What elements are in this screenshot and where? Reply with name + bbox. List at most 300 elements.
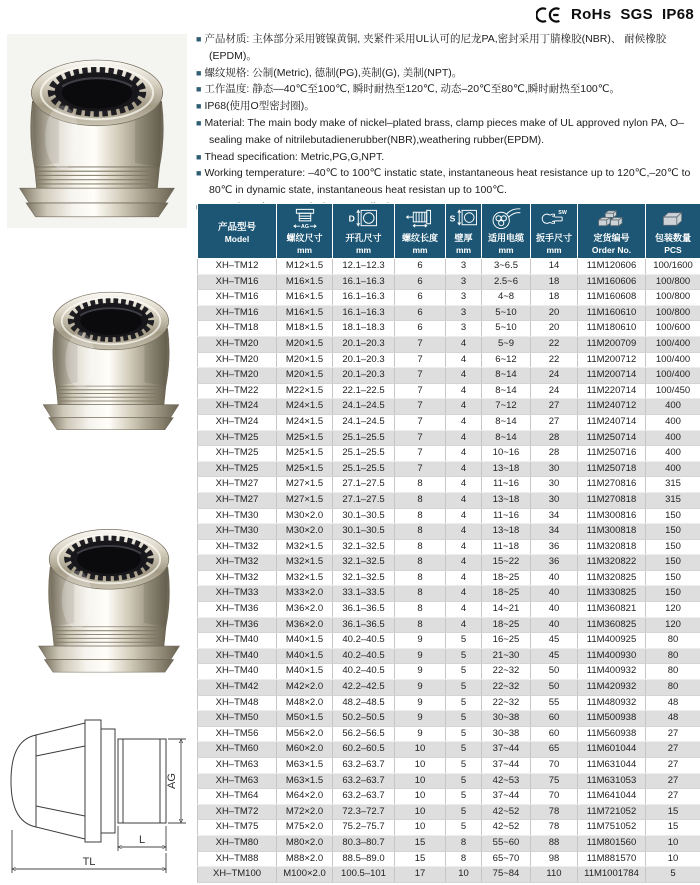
cell-wall_thickness: 5 xyxy=(446,804,482,820)
cell-order_no: 11M560938 xyxy=(578,726,646,742)
table-row xyxy=(198,586,700,602)
cell-order_no: 11M240714 xyxy=(578,414,646,430)
cell-thread_length: 15 xyxy=(395,851,446,867)
cell-order_no: 11M330825 xyxy=(578,586,646,602)
cell-thread_length: 8 xyxy=(395,524,446,540)
cell-model: XH–TM16 xyxy=(198,274,277,290)
table-row xyxy=(198,305,700,321)
product-specs xyxy=(196,31,698,216)
cell-packing: 150 xyxy=(646,570,700,586)
cell-hole_size: 100.5–101 xyxy=(333,867,395,883)
cell-packing: 48 xyxy=(646,711,700,727)
cell-wall_thickness: 4 xyxy=(446,602,482,618)
cell-cable_range: 2.5~6 xyxy=(482,274,531,290)
cell-wrench_size: 27 xyxy=(531,414,578,430)
spec-text: 工作温度: 静态—40℃至100℃, 瞬时耐热至120℃, 动态–20℃至80℃,瞬时耐热至100℃。 xyxy=(204,83,621,96)
bullet-square-icon: ■ xyxy=(196,67,202,78)
cell-cable_range: 55~60 xyxy=(482,835,531,851)
cell-wall_thickness: 4 xyxy=(446,539,482,555)
cell-packing: 150 xyxy=(646,539,700,555)
cell-model: XH–TM16 xyxy=(198,290,277,306)
cell-thread_length: 10 xyxy=(395,742,446,758)
spec-bullet xyxy=(196,98,698,115)
cell-wall_thickness: 4 xyxy=(446,461,482,477)
col-title: 螺纹长度 xyxy=(401,233,438,243)
cell-cable_range: 75~84 xyxy=(482,867,531,883)
cell-order_no: 11M250714 xyxy=(578,430,646,446)
table-row xyxy=(198,321,700,337)
svg-text:SW: SW xyxy=(558,210,567,217)
cell-packing: 400 xyxy=(646,461,700,477)
cell-model: XH–TM25 xyxy=(198,461,277,477)
table-row xyxy=(198,446,700,462)
table-row xyxy=(198,758,700,774)
svg-text:D: D xyxy=(348,213,355,224)
cell-packing: 100/400 xyxy=(646,368,700,384)
cell-model: XH–TM25 xyxy=(198,446,277,462)
thread-length-icon xyxy=(403,207,437,230)
cell-model: XH–TM50 xyxy=(198,711,277,727)
cell-model: XH–TM36 xyxy=(198,617,277,633)
col-subtitle: PCS xyxy=(664,245,682,255)
cell-wall_thickness: 3 xyxy=(446,305,482,321)
cell-model: XH–TM25 xyxy=(198,430,277,446)
cell-wrench_size: 20 xyxy=(531,305,578,321)
table-row xyxy=(198,633,700,649)
cell-wall_thickness: 4 xyxy=(446,508,482,524)
col-subtitle: Order No. xyxy=(591,245,632,255)
cell-hole_size: 50.2–50.5 xyxy=(333,711,395,727)
cell-hole_size: 16.1–16.3 xyxy=(333,305,395,321)
col-title: 定货编号 xyxy=(593,233,630,243)
cell-hole_size: 18.1–18.3 xyxy=(333,321,395,337)
cell-wrench_size: 14 xyxy=(531,259,578,275)
cell-thread_size: M32×1.5 xyxy=(277,539,333,555)
cell-packing: 315 xyxy=(646,492,700,508)
cell-hole_size: 63.2–63.7 xyxy=(333,789,395,805)
cell-packing: 27 xyxy=(646,758,700,774)
cell-packing: 100/800 xyxy=(646,274,700,290)
table-header-row xyxy=(198,204,700,259)
table-row xyxy=(198,290,700,306)
cell-thread_length: 10 xyxy=(395,820,446,836)
cell-wrench_size: 18 xyxy=(531,274,578,290)
cell-cable_range: 11~18 xyxy=(482,539,531,555)
cell-wrench_size: 28 xyxy=(531,446,578,462)
cell-model: XH–TM20 xyxy=(198,336,277,352)
cell-wrench_size: 70 xyxy=(531,758,578,774)
cell-wall_thickness: 8 xyxy=(446,851,482,867)
cell-wrench_size: 24 xyxy=(531,383,578,399)
cell-wrench_size: 45 xyxy=(531,633,578,649)
cell-thread_size: M24×1.5 xyxy=(277,414,333,430)
cell-model: XH–TM36 xyxy=(198,602,277,618)
cell-wrench_size: 36 xyxy=(531,555,578,571)
cell-packing: 100/800 xyxy=(646,290,700,306)
table-row xyxy=(198,383,700,399)
table-row xyxy=(198,742,700,758)
cell-packing: 120 xyxy=(646,617,700,633)
table-row xyxy=(198,539,700,555)
cell-wall_thickness: 5 xyxy=(446,648,482,664)
cell-wrench_size: 18 xyxy=(531,290,578,306)
cell-hole_size: 42.2–42.5 xyxy=(333,680,395,696)
cell-packing: 80 xyxy=(646,648,700,664)
table-row xyxy=(198,461,700,477)
cell-hole_size: 20.1–20.3 xyxy=(333,352,395,368)
cell-thread_size: M42×2.0 xyxy=(277,680,333,696)
cell-order_no: 11M420932 xyxy=(578,680,646,696)
cell-wrench_size: 55 xyxy=(531,695,578,711)
table-row xyxy=(198,804,700,820)
cell-thread_size: M20×1.5 xyxy=(277,352,333,368)
cell-cable_range: 22~32 xyxy=(482,680,531,696)
col-header-wrench_size xyxy=(531,204,578,259)
cell-wall_thickness: 3 xyxy=(446,290,482,306)
cell-hole_size: 63.2–63.7 xyxy=(333,773,395,789)
cell-wrench_size: 30 xyxy=(531,477,578,493)
product-photo-2 xyxy=(32,273,190,436)
ce-mark-icon xyxy=(536,7,562,23)
cell-order_no: 11M200709 xyxy=(578,336,646,352)
cell-cable_range: 6~12 xyxy=(482,352,531,368)
cell-packing: 5 xyxy=(646,867,700,883)
table-row xyxy=(198,680,700,696)
cell-wrench_size: 60 xyxy=(531,726,578,742)
cell-thread_length: 6 xyxy=(395,321,446,337)
cell-wrench_size: 40 xyxy=(531,617,578,633)
cell-cable_range: 42~53 xyxy=(482,773,531,789)
cell-model: XH–TM48 xyxy=(198,695,277,711)
cell-order_no: 11M300818 xyxy=(578,524,646,540)
cell-order_no: 11M631053 xyxy=(578,773,646,789)
cell-wall_thickness: 4 xyxy=(446,383,482,399)
cell-thread_length: 9 xyxy=(395,680,446,696)
cell-thread_length: 17 xyxy=(395,867,446,883)
cell-model: XH–TM33 xyxy=(198,586,277,602)
cell-hole_size: 32.1–32.5 xyxy=(333,570,395,586)
cert-rohs: RoHs xyxy=(570,6,612,23)
spec-text: 产品材质: 主体部分采用镀镍黄铜, 夹紧件采用UL认可的尼龙PA,密封采用丁腈橡胶(NBR)、 耐候橡胶(EPDM)。 xyxy=(204,33,667,62)
cell-packing: 100/800 xyxy=(646,305,700,321)
cell-wrench_size: 50 xyxy=(531,664,578,680)
spec-bullet xyxy=(196,149,698,166)
cell-thread_size: M27×1.5 xyxy=(277,477,333,493)
cell-model: XH–TM12 xyxy=(198,259,277,275)
cell-model: XH–TM18 xyxy=(198,321,277,337)
table-row xyxy=(198,414,700,430)
table-row xyxy=(198,648,700,664)
spec-text: Material: The main body make of nickel–plated brass, clamp pieces make of UL approved nylon PA, O–sealing make of nitrilebutadienerubber(NBR),weathering rubber(EPDM). xyxy=(204,116,684,146)
cell-order_no: 11M240712 xyxy=(578,399,646,415)
cell-model: XH–TM27 xyxy=(198,477,277,493)
cell-model: XH–TM27 xyxy=(198,492,277,508)
cell-hole_size: 12.1–12.3 xyxy=(333,259,395,275)
cell-thread_length: 9 xyxy=(395,648,446,664)
cell-wall_thickness: 4 xyxy=(446,399,482,415)
bullet-square-icon: ■ xyxy=(196,101,202,112)
cell-model: XH–TM24 xyxy=(198,399,277,415)
cell-cable_range: 5~10 xyxy=(482,321,531,337)
cell-wrench_size: 98 xyxy=(531,851,578,867)
cell-thread_size: M18×1.5 xyxy=(277,321,333,337)
cell-thread_size: M100×2.0 xyxy=(277,867,333,883)
cell-order_no: 11M160610 xyxy=(578,305,646,321)
table-row xyxy=(198,492,700,508)
cell-thread_size: M40×1.5 xyxy=(277,664,333,680)
cell-packing: 120 xyxy=(646,602,700,618)
cell-cable_range: 8~14 xyxy=(482,368,531,384)
cell-packing: 10 xyxy=(646,851,700,867)
cell-thread_size: M75×2.0 xyxy=(277,820,333,836)
col-header-packing xyxy=(646,204,700,259)
cell-thread_length: 7 xyxy=(395,352,446,368)
svg-text:AG: AG xyxy=(300,224,309,230)
cell-thread_length: 10 xyxy=(395,758,446,774)
cell-wall_thickness: 5 xyxy=(446,680,482,696)
cell-thread_length: 7 xyxy=(395,399,446,415)
cell-hole_size: 20.1–20.3 xyxy=(333,368,395,384)
cell-order_no: 11M601044 xyxy=(578,742,646,758)
cell-packing: 27 xyxy=(646,789,700,805)
cell-hole_size: 40.2–40.5 xyxy=(333,648,395,664)
col-header-thread_size xyxy=(277,204,333,259)
cell-wall_thickness: 4 xyxy=(446,492,482,508)
cell-order_no: 11M320825 xyxy=(578,570,646,586)
cell-cable_range: 18~25 xyxy=(482,617,531,633)
cell-hole_size: 30.1–30.5 xyxy=(333,524,395,540)
cell-cable_range: 22~32 xyxy=(482,695,531,711)
table-row xyxy=(198,570,700,586)
cell-cable_range: 13~18 xyxy=(482,524,531,540)
cell-thread_size: M63×1.5 xyxy=(277,758,333,774)
cell-cable_range: 14~21 xyxy=(482,602,531,618)
cell-thread_size: M25×1.5 xyxy=(277,446,333,462)
cell-wall_thickness: 5 xyxy=(446,820,482,836)
cell-order_no: 11M801560 xyxy=(578,835,646,851)
table-row xyxy=(198,336,700,352)
certifications xyxy=(536,6,694,23)
product-photo-1 xyxy=(7,34,187,228)
cell-cable_range: 10~16 xyxy=(482,446,531,462)
col-title: 扳手尺寸 xyxy=(535,233,572,243)
cell-cable_range: 13~18 xyxy=(482,461,531,477)
cell-wall_thickness: 4 xyxy=(446,524,482,540)
cell-cable_range: 18~25 xyxy=(482,570,531,586)
bullet-square-icon: ■ xyxy=(196,117,202,128)
table-row xyxy=(198,789,700,805)
cell-wrench_size: 20 xyxy=(531,321,578,337)
cell-cable_range: 8~14 xyxy=(482,383,531,399)
col-subtitle: mm xyxy=(455,245,472,255)
cell-wall_thickness: 4 xyxy=(446,368,482,384)
cell-thread_length: 8 xyxy=(395,555,446,571)
cell-order_no: 11M480932 xyxy=(578,695,646,711)
cell-order_no: 11M120606 xyxy=(578,259,646,275)
bullet-square-icon: ■ xyxy=(196,168,202,179)
cell-packing: 150 xyxy=(646,508,700,524)
cell-order_no: 11M360825 xyxy=(578,617,646,633)
cell-order_no: 11M270818 xyxy=(578,492,646,508)
cell-thread_size: M32×1.5 xyxy=(277,570,333,586)
cell-packing: 27 xyxy=(646,726,700,742)
col-title: 开孔尺寸 xyxy=(345,233,382,243)
cell-wrench_size: 78 xyxy=(531,804,578,820)
cell-wrench_size: 34 xyxy=(531,524,578,540)
table-row xyxy=(198,274,700,290)
spec-bullet xyxy=(196,165,698,199)
cell-thread_size: M33×2.0 xyxy=(277,586,333,602)
cell-wall_thickness: 5 xyxy=(446,711,482,727)
cell-thread_size: M16×1.5 xyxy=(277,305,333,321)
cell-cable_range: 8~14 xyxy=(482,414,531,430)
table-row xyxy=(198,695,700,711)
cell-thread_length: 7 xyxy=(395,368,446,384)
cell-wrench_size: 75 xyxy=(531,773,578,789)
cell-wrench_size: 50 xyxy=(531,680,578,696)
cell-hole_size: 25.1–25.5 xyxy=(333,430,395,446)
cell-order_no: 11M160606 xyxy=(578,274,646,290)
bullet-square-icon: ■ xyxy=(196,84,202,95)
cell-order_no: 11M320822 xyxy=(578,555,646,571)
cell-thread_size: M36×2.0 xyxy=(277,602,333,618)
cell-hole_size: 40.2–40.5 xyxy=(333,664,395,680)
cell-wall_thickness: 5 xyxy=(446,695,482,711)
col-title: 产品型号 xyxy=(217,221,256,233)
cell-hole_size: 16.1–16.3 xyxy=(333,274,395,290)
cell-thread_size: M30×2.0 xyxy=(277,508,333,524)
cell-wall_thickness: 3 xyxy=(446,321,482,337)
cell-wall_thickness: 4 xyxy=(446,477,482,493)
cell-thread_length: 8 xyxy=(395,617,446,633)
cell-cable_range: 11~16 xyxy=(482,508,531,524)
cell-model: XH–TM64 xyxy=(198,789,277,805)
table-row xyxy=(198,477,700,493)
cell-order_no: 11M300816 xyxy=(578,508,646,524)
col-title: 壁厚 xyxy=(454,233,473,243)
thread-size-icon xyxy=(288,207,322,230)
wrench-size-icon xyxy=(537,207,571,230)
cell-hole_size: 27.1–27.5 xyxy=(333,492,395,508)
cell-packing: 100/600 xyxy=(646,321,700,337)
cell-wrench_size: 34 xyxy=(531,508,578,524)
cell-thread_size: M25×1.5 xyxy=(277,430,333,446)
cell-wrench_size: 40 xyxy=(531,586,578,602)
table-row xyxy=(198,773,700,789)
cell-cable_range: 65~70 xyxy=(482,851,531,867)
cell-hole_size: 36.1–36.5 xyxy=(333,602,395,618)
cell-thread_size: M40×1.5 xyxy=(277,633,333,649)
cell-order_no: 11M881570 xyxy=(578,851,646,867)
table-row xyxy=(198,711,700,727)
cell-model: XH–TM80 xyxy=(198,835,277,851)
cell-wall_thickness: 5 xyxy=(446,773,482,789)
cell-model: XH–TM30 xyxy=(198,508,277,524)
cell-thread_length: 9 xyxy=(395,711,446,727)
cell-thread_length: 7 xyxy=(395,461,446,477)
cell-cable_range: 42~52 xyxy=(482,820,531,836)
table-row xyxy=(198,664,700,680)
dimension-drawing xyxy=(3,692,195,882)
table-row xyxy=(198,399,700,415)
cell-model: XH–TM63 xyxy=(198,773,277,789)
cell-hole_size: 25.1–25.5 xyxy=(333,461,395,477)
table-row xyxy=(198,430,700,446)
cell-thread_length: 8 xyxy=(395,508,446,524)
cell-model: XH–TM16 xyxy=(198,305,277,321)
cell-order_no: 11M751052 xyxy=(578,820,646,836)
cell-model: XH–TM32 xyxy=(198,555,277,571)
cell-order_no: 11M250716 xyxy=(578,446,646,462)
cell-packing: 150 xyxy=(646,586,700,602)
cell-thread_length: 8 xyxy=(395,570,446,586)
cell-thread_length: 7 xyxy=(395,430,446,446)
cell-wrench_size: 30 xyxy=(531,461,578,477)
cert-sgs: SGS xyxy=(620,6,653,23)
cell-thread_size: M27×1.5 xyxy=(277,492,333,508)
cell-wrench_size: 40 xyxy=(531,602,578,618)
col-subtitle: mm xyxy=(546,245,562,255)
cell-thread_size: M40×1.5 xyxy=(277,648,333,664)
table-row xyxy=(198,508,700,524)
wall-thickness-icon xyxy=(447,207,481,230)
cell-packing: 15 xyxy=(646,820,700,836)
cell-wall_thickness: 4 xyxy=(446,336,482,352)
cell-hole_size: 24.1–24.5 xyxy=(333,399,395,415)
cell-order_no: 11M270816 xyxy=(578,477,646,493)
cell-wrench_size: 110 xyxy=(531,867,578,883)
cell-order_no: 11M220714 xyxy=(578,383,646,399)
cell-wrench_size: 36 xyxy=(531,539,578,555)
cell-thread_length: 7 xyxy=(395,383,446,399)
cell-cable_range: 16~25 xyxy=(482,633,531,649)
cell-thread_size: M64×2.0 xyxy=(277,789,333,805)
cell-cable_range: 3~6.5 xyxy=(482,259,531,275)
cell-wrench_size: 30 xyxy=(531,492,578,508)
cell-cable_range: 18~25 xyxy=(482,586,531,602)
cell-cable_range: 8~14 xyxy=(482,430,531,446)
cell-hole_size: 32.1–32.5 xyxy=(333,539,395,555)
table-row xyxy=(198,368,700,384)
cell-cable_range: 30~38 xyxy=(482,726,531,742)
table-row xyxy=(198,820,700,836)
cell-wall_thickness: 5 xyxy=(446,726,482,742)
cell-wrench_size: 27 xyxy=(531,399,578,415)
col-subtitle: mm xyxy=(355,245,372,255)
table-row xyxy=(198,726,700,742)
cell-hole_size: 30.1–30.5 xyxy=(333,508,395,524)
cell-thread_length: 6 xyxy=(395,274,446,290)
cell-thread_size: M32×1.5 xyxy=(277,555,333,571)
col-header-thread_length xyxy=(395,204,446,259)
spec-table xyxy=(197,203,700,883)
cell-model: XH–TM32 xyxy=(198,539,277,555)
cell-order_no: 11M200712 xyxy=(578,352,646,368)
cell-model: XH–TM40 xyxy=(198,648,277,664)
col-header-model xyxy=(198,204,277,259)
spec-text: IP68(使用O型密封圈)。 xyxy=(204,100,315,113)
cell-thread_length: 6 xyxy=(395,305,446,321)
cell-wrench_size: 22 xyxy=(531,336,578,352)
cell-hole_size: 40.2–40.5 xyxy=(333,633,395,649)
cell-wrench_size: 70 xyxy=(531,789,578,805)
cell-hole_size: 22.1–22.5 xyxy=(333,383,395,399)
cell-wrench_size: 78 xyxy=(531,820,578,836)
cell-wrench_size: 40 xyxy=(531,570,578,586)
cell-model: XH–TM60 xyxy=(198,742,277,758)
table-row xyxy=(198,259,700,275)
cell-cable_range: 21~30 xyxy=(482,648,531,664)
